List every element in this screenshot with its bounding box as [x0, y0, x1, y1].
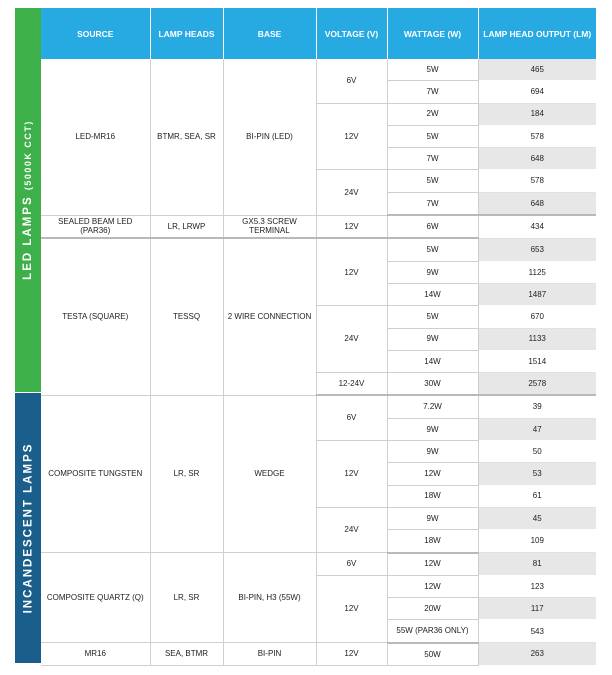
- source-cell: MR16: [41, 643, 150, 666]
- wattage-cell: 5W: [387, 170, 478, 192]
- output-cell: 648: [478, 192, 596, 215]
- wattage-cell: 5W: [387, 238, 478, 261]
- output-cell: 670: [478, 306, 596, 328]
- lamp-heads-cell: LR, SR: [150, 553, 223, 643]
- wattage-cell: 9W: [387, 328, 478, 350]
- base-cell: BI-PIN, H3 (55W): [223, 553, 316, 643]
- wattage-cell: 6W: [387, 215, 478, 238]
- voltage-cell: 24V: [316, 306, 387, 373]
- voltage-cell: 12V: [316, 238, 387, 305]
- output-cell: 81: [478, 553, 596, 576]
- lamp-output-table: [41, 8, 596, 666]
- header-voltage: VOLTAGE (V): [316, 8, 387, 59]
- output-cell: 45: [478, 507, 596, 529]
- wattage-cell: 9W: [387, 507, 478, 529]
- header-output: LAMP HEAD OUTPUT (LM): [478, 8, 596, 59]
- output-cell: 1487: [478, 283, 596, 305]
- wattage-cell: 5W: [387, 59, 478, 81]
- header-base: BASE: [223, 8, 316, 59]
- output-cell: 434: [478, 215, 596, 238]
- lamp-heads-cell: TESSQ: [150, 238, 223, 395]
- voltage-cell: 12V: [316, 103, 387, 170]
- led-lamps-band: [15, 8, 41, 392]
- header-source: SOURCE: [41, 8, 150, 59]
- output-cell: 578: [478, 170, 596, 192]
- wattage-cell: 50W: [387, 643, 478, 666]
- output-cell: 1125: [478, 261, 596, 283]
- output-cell: 184: [478, 103, 596, 125]
- source-cell: COMPOSITE TUNGSTEN: [41, 395, 150, 552]
- voltage-cell: 12V: [316, 643, 387, 666]
- source-cell: SEALED BEAM LED (PAR36): [41, 215, 150, 238]
- table-row: [41, 215, 596, 238]
- output-cell: 117: [478, 598, 596, 620]
- output-cell: 53: [478, 463, 596, 485]
- lamp-heads-cell: BTMR, SEA, SR: [150, 59, 223, 215]
- voltage-cell: 24V: [316, 170, 387, 215]
- led-lamps-label: [22, 120, 34, 280]
- voltage-cell: 12V: [316, 575, 387, 642]
- wattage-cell: 7W: [387, 148, 478, 170]
- output-cell: 47: [478, 418, 596, 440]
- wattage-cell: 7W: [387, 192, 478, 215]
- wattage-cell: 20W: [387, 598, 478, 620]
- output-cell: 578: [478, 125, 596, 147]
- wattage-cell: 55W (PAR36 ONLY): [387, 620, 478, 643]
- source-cell: COMPOSITE QUARTZ (Q): [41, 553, 150, 643]
- voltage-cell: 12-24V: [316, 373, 387, 396]
- voltage-cell: 12V: [316, 215, 387, 238]
- wattage-cell: 5W: [387, 306, 478, 328]
- table-row: [41, 59, 596, 81]
- incandescent-lamps-band: [15, 393, 41, 663]
- voltage-cell: 6V: [316, 395, 387, 440]
- lamp-heads-cell: SEA, BTMR: [150, 643, 223, 666]
- base-cell: GX5.3 SCREW TERMINAL: [223, 215, 316, 238]
- led-lamps-cct: (5000K CCT): [23, 120, 34, 191]
- header-wattage: WATTAGE (W): [387, 8, 478, 59]
- output-cell: 465: [478, 59, 596, 81]
- table-row: [41, 553, 596, 576]
- wattage-cell: 5W: [387, 125, 478, 147]
- base-cell: BI-PIN: [223, 643, 316, 666]
- wattage-cell: 18W: [387, 485, 478, 507]
- incandescent-lamps-label: INCANDESCENT LAMPS: [22, 442, 34, 614]
- output-cell: 694: [478, 81, 596, 103]
- wattage-cell: 12W: [387, 575, 478, 597]
- header-lamp-heads: LAMP HEADS: [150, 8, 223, 59]
- voltage-cell: 6V: [316, 553, 387, 576]
- wattage-cell: 30W: [387, 373, 478, 396]
- output-cell: 1133: [478, 328, 596, 350]
- source-cell: TESTA (SQUARE): [41, 238, 150, 395]
- wattage-cell: 14W: [387, 283, 478, 305]
- led-lamps-title: LED LAMPS: [22, 195, 35, 280]
- output-cell: 39: [478, 395, 596, 418]
- output-cell: 263: [478, 643, 596, 666]
- output-cell: 109: [478, 530, 596, 553]
- output-cell: 543: [478, 620, 596, 643]
- wattage-cell: 18W: [387, 530, 478, 553]
- base-cell: BI-PIN (LED): [223, 59, 316, 215]
- wattage-cell: 9W: [387, 261, 478, 283]
- output-cell: 648: [478, 148, 596, 170]
- output-cell: 50: [478, 441, 596, 463]
- table-row: [41, 238, 596, 261]
- base-cell: 2 WIRE CONNECTION: [223, 238, 316, 395]
- output-cell: 1514: [478, 350, 596, 372]
- voltage-cell: 24V: [316, 507, 387, 552]
- table-row: [41, 643, 596, 666]
- wattage-cell: 7W: [387, 81, 478, 103]
- wattage-cell: 2W: [387, 103, 478, 125]
- wattage-cell: 7.2W: [387, 395, 478, 418]
- output-cell: 61: [478, 485, 596, 507]
- base-cell: WEDGE: [223, 395, 316, 552]
- output-cell: 2578: [478, 373, 596, 396]
- lamp-heads-cell: LR, SR: [150, 395, 223, 552]
- voltage-cell: 6V: [316, 59, 387, 103]
- table-row: [41, 395, 596, 418]
- output-cell: 123: [478, 575, 596, 597]
- table-header-row: [41, 8, 596, 59]
- source-cell: LED-MR16: [41, 59, 150, 215]
- wattage-cell: 12W: [387, 553, 478, 576]
- output-cell: 653: [478, 238, 596, 261]
- lamp-heads-cell: LR, LRWP: [150, 215, 223, 238]
- wattage-cell: 9W: [387, 441, 478, 463]
- voltage-cell: 12V: [316, 441, 387, 508]
- wattage-cell: 14W: [387, 350, 478, 372]
- wattage-cell: 9W: [387, 418, 478, 440]
- wattage-cell: 12W: [387, 463, 478, 485]
